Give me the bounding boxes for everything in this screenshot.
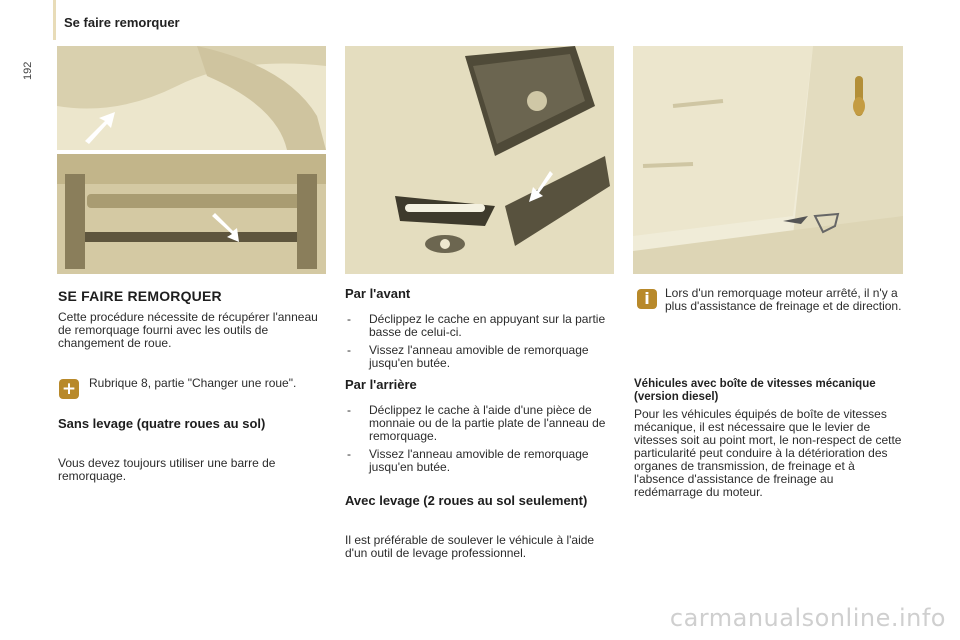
rear-steps-list — [345, 404, 610, 479]
rear-bumper-photo — [633, 46, 903, 274]
front-step: - Vissez l'anneau amovible de remorquage jusqu'en butée. — [345, 344, 617, 370]
rear-step: - Déclippez le cache à l'aide d'une pièce de monnaie ou de la partie plate de l'anneau de remorquage. — [345, 404, 610, 443]
manual-gearbox-text: Pour les véhicules équipés de boîte de vitesses mécanique, il est nécessaire que le levier de vitesses soit au point mort, le non-respect de cette particularité peut conduire à la détérioration des organes de transmission, de freinage et à l'absence d'assistance de freinage au redémarrage du moteur. — [634, 407, 902, 499]
front-title: Par l'avant — [345, 286, 411, 301]
watermark: carmanualsonline.info — [669, 604, 946, 632]
intro-text: Cette procédure nécessite de récupérer l'anneau de remorquage fourni avec les outils de changement de roue. — [58, 310, 318, 350]
lift-text: Il est préférable de soulever le véhicule à l'aide d'un outil de levage professionnel. — [345, 533, 595, 560]
rear-title: Par l'arrière — [345, 377, 417, 392]
front-steps-list — [345, 313, 617, 375]
page-number: 192 — [22, 61, 34, 80]
reference-note: Rubrique 8, partie "Changer une roue". — [89, 376, 297, 390]
page-title: Se faire remorquer — [64, 15, 180, 30]
spare-wheel-photo — [57, 46, 326, 150]
tools-photo — [57, 154, 326, 274]
manual-gearbox-title: Véhicules avec boîte de vitesses mécanique (version diesel) — [634, 378, 876, 403]
front-bumper-photo — [345, 46, 614, 274]
info-icon: i — [637, 289, 657, 309]
no-lift-text: Vous devez toujours utiliser une barre de remorquage. — [58, 456, 276, 483]
info-text: Lors d'un remorquage moteur arrêté, il n'y a plus d'assistance de freinage et de direction. — [665, 286, 902, 313]
rear-step: - Vissez l'anneau amovible de remorquage jusqu'en butée. — [345, 448, 610, 474]
front-step: - Déclippez le cache en appuyant sur la partie basse de celui-ci. — [345, 313, 617, 339]
section-title: SE FAIRE REMORQUER — [58, 288, 222, 304]
plus-icon: + — [59, 379, 79, 399]
no-lift-title: Sans levage (quatre roues au sol) — [58, 416, 266, 431]
lift-title: Avec levage (2 roues au sol seulement) — [345, 493, 588, 508]
header-rule — [53, 0, 56, 40]
